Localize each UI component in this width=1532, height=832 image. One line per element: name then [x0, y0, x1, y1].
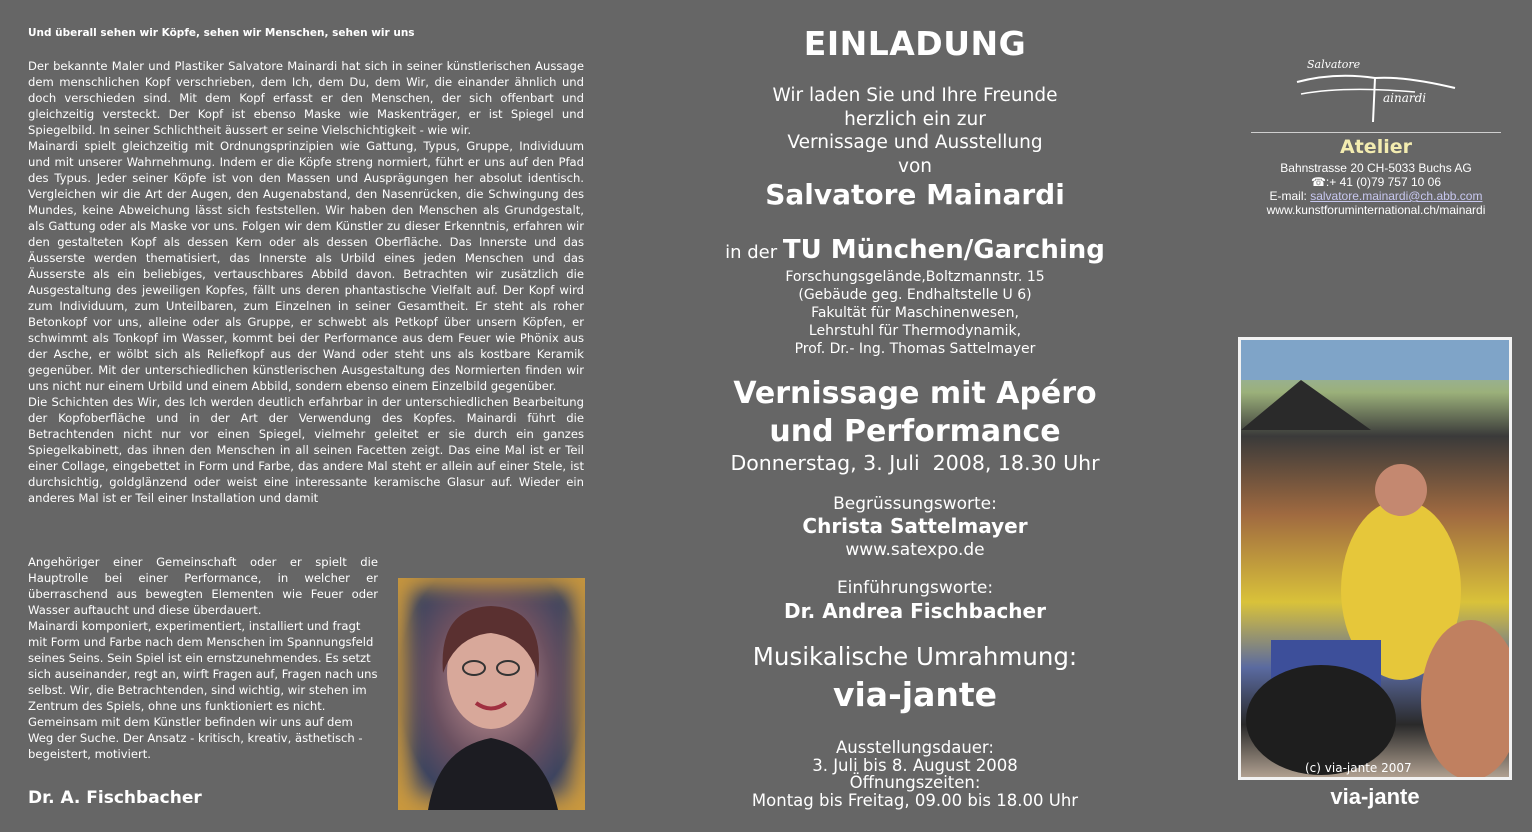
- article-paragraph: Mainardi spielt gleichzeitig mit Ordnungsprinzipien wie Gattung, Typus, Gruppe, Individuum und mit unserer Wahrnehmung. Indem er die Köpfe streng normiert, führt er uns auf den Pfad des Typus. Jeder seiner Köpfe ist von den Massen und Ausprägungen her absolut identisch. Vergleichen wir die Art der Augen, den Augenabstand, den Nasenrücken, die Schwingung des Mundes, keine Abweichung lässt sich feststellen. Wir haben den Menschen als Grundgestalt, als Gattung oder als Maske vor uns. Folgen wir dem Künstler zu dieser Erkenntnis, erfahren wir den gestalteten Kopf als dessen Kern oder als dessen Oberfläche. Das Innerste und das Äusserste werden thematisiert, das Innerste als Urbild eines jeden Menschen und das Äusserste als ein beliebiges, vertauschbares Abbild davon. Betrachten wir zusätzlich die Ausgestaltung des jeweiligen Kopfes, fällt uns deren phantastische Vielfalt auf. Der Kopf wird zum Individuum, zum Unteilbaren, zum Einzelnen in seiner Gesamtheit. Er steht als roher Betonkopf vor uns, alleine oder als Gruppe, er schwebt als Petkopf über unsern Köpfen, er schwimmt als Tonkopf im Wasser, kommt bei der Performance aus dem Feuer wie Phönix aus der Asche, er wölbt sich als Reliefkopf aus der Wand oder steht uns als kostbare Keramik gegenüber. Mit der unterschiedlichen künstlerischen Ausgestaltung des Normierten finden wir uns nicht nur einem Urbild und einem Abbild, sondern ebenso einem Einzelbild gegenüber.: [28, 139, 584, 393]
- email-link[interactable]: salvatore.mainardi@ch.abb.com: [1310, 189, 1483, 203]
- venue-detail-line: Prof. Dr.- Ing. Thomas Sattelmayer: [794, 341, 1036, 357]
- greeting-label: Begrüssungsworte:: [833, 494, 997, 514]
- event-title: [700, 375, 1130, 451]
- invitation-title: EINLADUNG: [803, 24, 1027, 63]
- article-body-continued: [28, 554, 378, 762]
- email-line: [1240, 189, 1512, 203]
- venue-name: TU München/Garching: [782, 235, 1105, 265]
- duration-line: Ausstellungsdauer:: [836, 738, 994, 757]
- band-photo-scene: [1241, 340, 1509, 777]
- duration-line: Öffnungszeiten:: [849, 773, 981, 792]
- article-paragraph: Angehöriger einer Gemeinschaft oder er spielt die Hauptrolle bei einer Performance, in welcher er überraschend aus bewegten Elementen wie Feuer oder Wasser auftaucht und diese überdauert.: [28, 555, 378, 617]
- svg-text:ainardi: ainardi: [1383, 91, 1427, 105]
- venue-detail-line: Fakultät für Maschinenwesen,: [811, 305, 1019, 321]
- invitation-text: [700, 84, 1130, 178]
- phone: ☎:+ 41 (0)79 757 10 06: [1310, 175, 1442, 189]
- greeting-website: www.satexpo.de: [845, 540, 985, 560]
- duration-line: Montag bis Freitag, 09.00 bis 18.00 Uhr: [751, 790, 1079, 810]
- divider: [1251, 132, 1501, 133]
- article-paragraph: Mainardi komponiert, experimentiert, installiert und fragt mit Form und Farbe nach dem Menschen im Spannungsfeld seines Seins. Sein Spiel ist ein ernstzunehmendes. Es setzt sich auseinander, regt an, wirft Fragen auf, Fragen nach uns selbst. Wir, die Betrachtenden, sind wichtig, wir stehen im Zentrum des Spiels, ohne uns funktioniert es nicht. Gemeinsam mit dem Künstler befinden wir uns auf dem Weg der Suche. Der Ansatz - kritisch, kreativ, ästhetisch - begeistert, motiviert.: [28, 619, 378, 761]
- event-title-line: und Performance: [769, 414, 1061, 449]
- intro-label: Einführungsworte:: [836, 578, 994, 598]
- exhibition-duration: [700, 739, 1130, 809]
- invitation-line: Wir laden Sie und Ihre Freunde: [772, 85, 1058, 106]
- music-band: via-jante: [832, 675, 998, 714]
- venue-detail-line: (Gebäude geg. Endhaltstelle U 6): [798, 287, 1032, 303]
- venue: [700, 235, 1130, 265]
- article-heading: Und überall sehen wir Köpfe, sehen wir Menschen, sehen wir uns: [28, 27, 415, 39]
- address: Bahnstrasse 20 CH-5033 Buchs AG: [1280, 161, 1472, 175]
- email-label: E-mail:: [1269, 189, 1307, 203]
- author-portrait-image: [398, 578, 585, 810]
- event-title-line: Vernissage mit Apéro: [733, 376, 1097, 411]
- venue-detail-line: Lehrstuhl für Thermodynamik,: [808, 323, 1022, 339]
- event-date: Donnerstag, 3. Juli 2008, 18.30 Uhr: [730, 451, 1100, 475]
- invitation-line: von: [898, 155, 932, 177]
- portrait-figure: [398, 578, 585, 810]
- contact-block: [1240, 161, 1512, 217]
- atelier-heading: Atelier: [1340, 136, 1412, 158]
- article-author: Dr. A. Fischbacher: [28, 788, 202, 808]
- venue-prefix: in der: [725, 242, 778, 263]
- artist-signature-logo: [1295, 52, 1460, 124]
- music-label: Musikalische Umrahmung:: [752, 642, 1078, 671]
- duration-line: 3. Juli bis 8. August 2008: [812, 755, 1018, 775]
- svg-text:Salvatore: Salvatore: [1307, 58, 1361, 71]
- article-paragraph: Die Schichten des Wir, des Ich werden deutlich erfahrbar in der unterschiedlichen Bearbeitung der Kopfoberfläche und in der Art der Verwendung des Kopfes. Mainardi führt die Betrachtenden nicht nur vor einen Spiegel, vielmehr geleitet er sie durch ein ganzes Spiegelkabinett, das ihnen den Menschen in all seinen Facetten zeigt. Das eine Mal ist er Teil einer Collage, eingebettet in Form und Farbe, das andere Mal steht er allein auf einer Stele, ist durchsichtig, goldglänzend oder weist eine interessante keramische Glasur auf. Wieder ein anderes Mal ist er Teil einer Installation und damit: [28, 395, 584, 505]
- website[interactable]: www.kunstforuminternational.ch/mainardi: [1266, 203, 1486, 217]
- venue-details: [700, 268, 1130, 358]
- invitation-line: herzlich ein zur: [844, 108, 986, 130]
- band-photo: [1238, 337, 1512, 780]
- photo-credit: (c) via-jante 2007: [1305, 761, 1412, 775]
- venue-detail-line: Forschungsgelände,Boltzmannstr. 15: [785, 269, 1045, 285]
- photo-caption: via-jante: [1330, 784, 1420, 809]
- artist-name: Salvatore Mainardi: [765, 178, 1065, 211]
- greeting-speaker: Christa Sattelmayer: [802, 514, 1028, 538]
- article-body: [28, 58, 584, 506]
- intro-speaker: Dr. Andrea Fischbacher: [784, 599, 1046, 623]
- invitation-line: Vernissage und Ausstellung: [787, 132, 1043, 153]
- article-paragraph: Der bekannte Maler und Plastiker Salvatore Mainardi hat sich in seiner künstlerischen Aussage dem menschlichen Kopf verschrieben, dem Ich, dem Du, dem Wir, die einander ähnlich und doch verschieden sind. Mit dem Kopf erfasst er den Menschen, der sich offenbart und gleichzeitig versteckt. Der Kopf ist ebenso Maske wie Maskenträger, er ist Spiegel und Spiegelbild. In seiner Schlichtheit äussert er seine Vielschichtigkeit - wie wir.: [28, 59, 584, 137]
